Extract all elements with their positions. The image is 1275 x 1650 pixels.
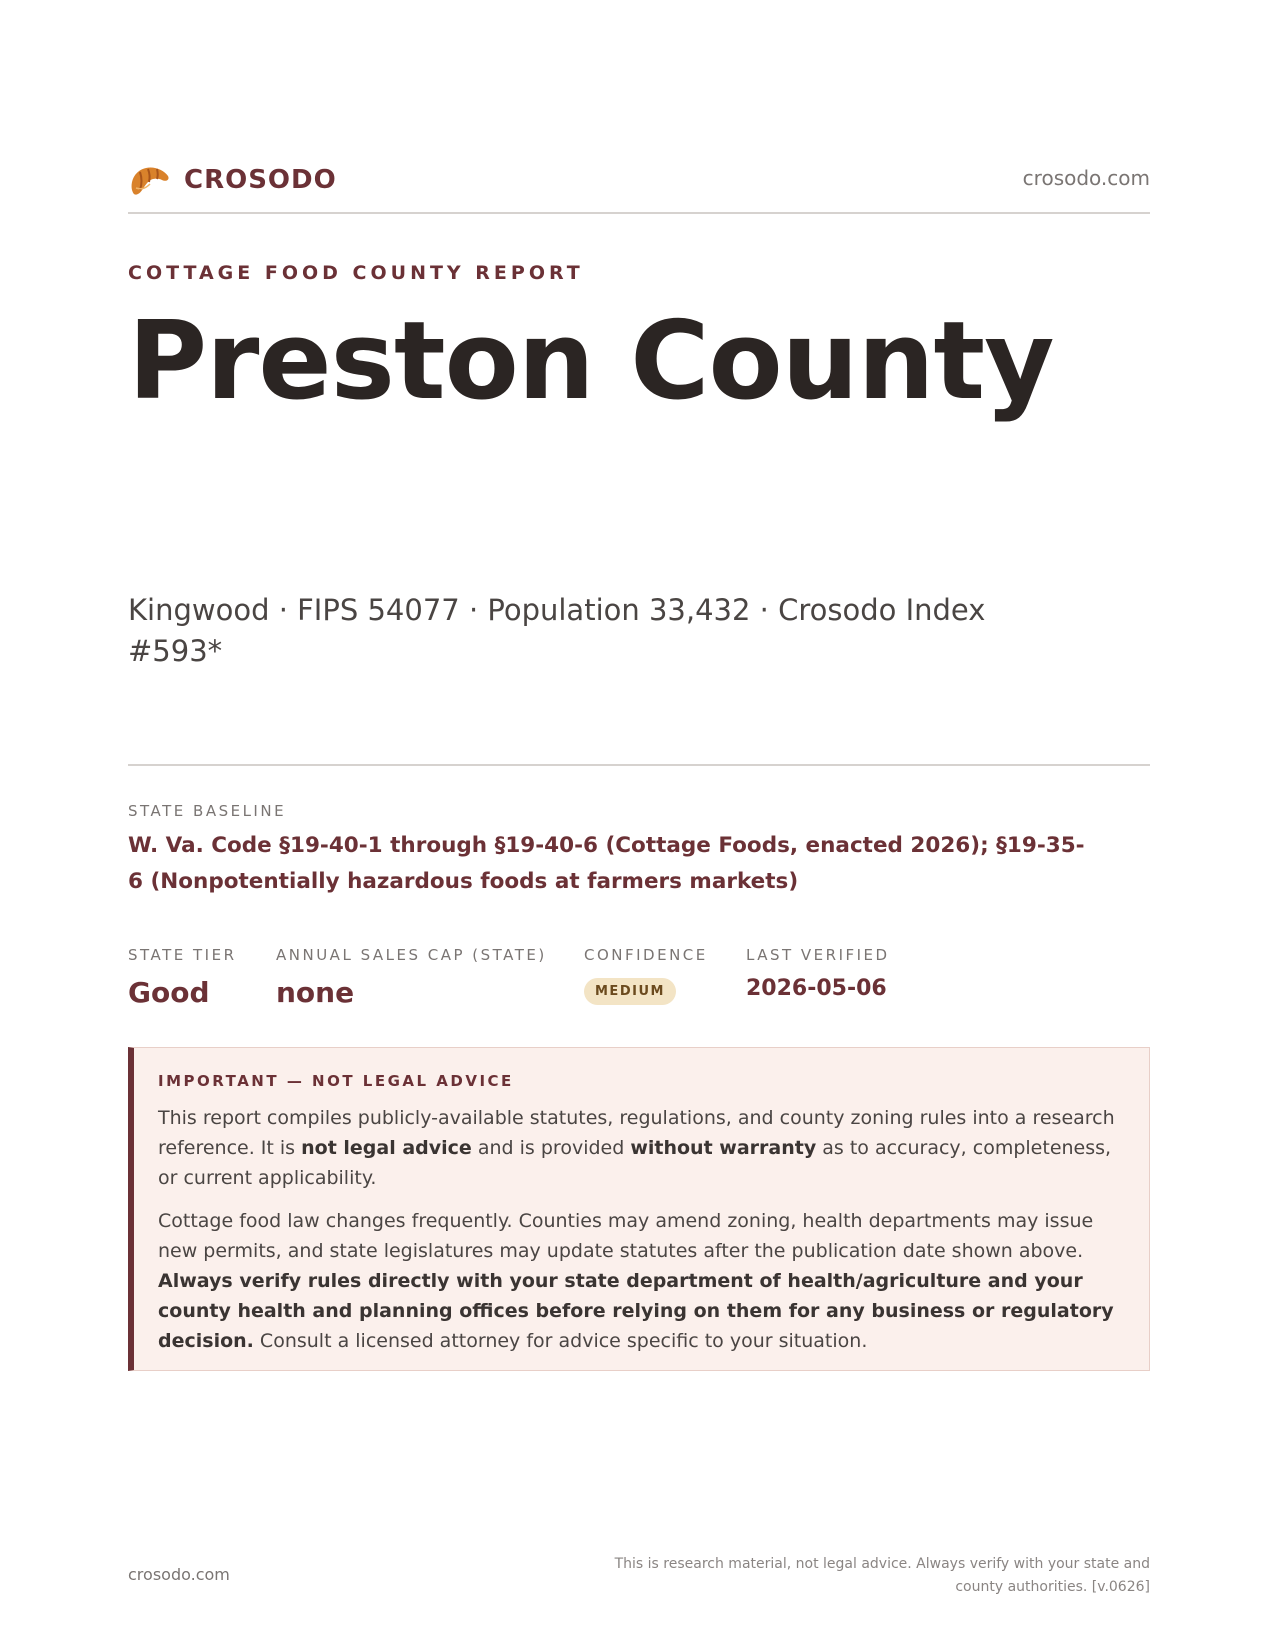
notice-paragraph [158, 1206, 1125, 1356]
stat-last-verified [746, 946, 890, 1001]
county-subtitle: Kingwood · FIPS 54077 · Population 33,432 · Crosodo Index #593* [128, 593, 986, 668]
notice-text: Cottage food law changes frequently. Counties may amend zoning, health departments may issue new permits, and state legislatures may update statutes after the publication date shown above. [158, 1210, 1094, 1262]
confidence-badge: MEDIUM [584, 978, 676, 1005]
notice-emphasis: Always verify rules directly with your state department of health/agriculture and your county health and planning offices before relying on them for any business or regulatory decision. [158, 1270, 1114, 1352]
legal-notice [128, 1047, 1150, 1371]
page-header [128, 160, 1150, 214]
stat-label: CONFIDENCE [584, 946, 708, 964]
baseline-text: W. Va. Code §19-40-1 through §19-40-6 (Cottage Foods, enacted 2026); §19-35-6 (Nonpotentially hazardous foods at farmers markets) [128, 833, 1085, 894]
baseline-label: STATE BASELINE [128, 802, 287, 820]
notice-text: as to accuracy, completeness, or current applicability. [158, 1137, 1112, 1189]
stat-label: LAST VERIFIED [746, 946, 890, 964]
footer-disclaimer: This is research material, not legal advice. Always verify with your state and county authorities. [v.0626] [614, 1556, 1150, 1595]
stat-label: STATE TIER [128, 946, 237, 964]
notice-title: IMPORTANT — NOT LEGAL ADVICE [158, 1072, 514, 1090]
stat-label: ANNUAL SALES CAP (STATE) [276, 946, 547, 964]
report-eyebrow: COTTAGE FOOD COUNTY REPORT [128, 262, 584, 284]
stat-sales-cap [276, 946, 547, 1009]
brand [128, 160, 337, 200]
stat-value: Good [128, 976, 210, 1009]
croissant-icon [128, 160, 172, 200]
page-title: Preston County [128, 299, 1054, 424]
site-url[interactable]: crosodo.com [1022, 166, 1150, 190]
footer-url[interactable]: crosodo.com [128, 1565, 230, 1584]
brand-name: CROSODO [184, 165, 337, 195]
notice-emphasis: without warranty [630, 1137, 817, 1159]
notice-emphasis: not legal advice [301, 1137, 472, 1159]
notice-paragraph [158, 1103, 1125, 1193]
notice-text: and is provided [471, 1137, 631, 1159]
stat-value: 2026-05-06 [746, 976, 887, 1001]
stat-confidence [584, 946, 708, 1005]
stat-value: none [276, 976, 355, 1009]
section-divider [128, 764, 1150, 766]
report-page [128, 0, 1150, 1650]
stat-state-tier [128, 946, 237, 1009]
notice-text: Consult a licensed attorney for advice specific to your situation. [253, 1330, 868, 1352]
notice-text: This report compiles publicly-available statutes, regulations, and county zoning rules into a research reference. It is [158, 1107, 1115, 1159]
